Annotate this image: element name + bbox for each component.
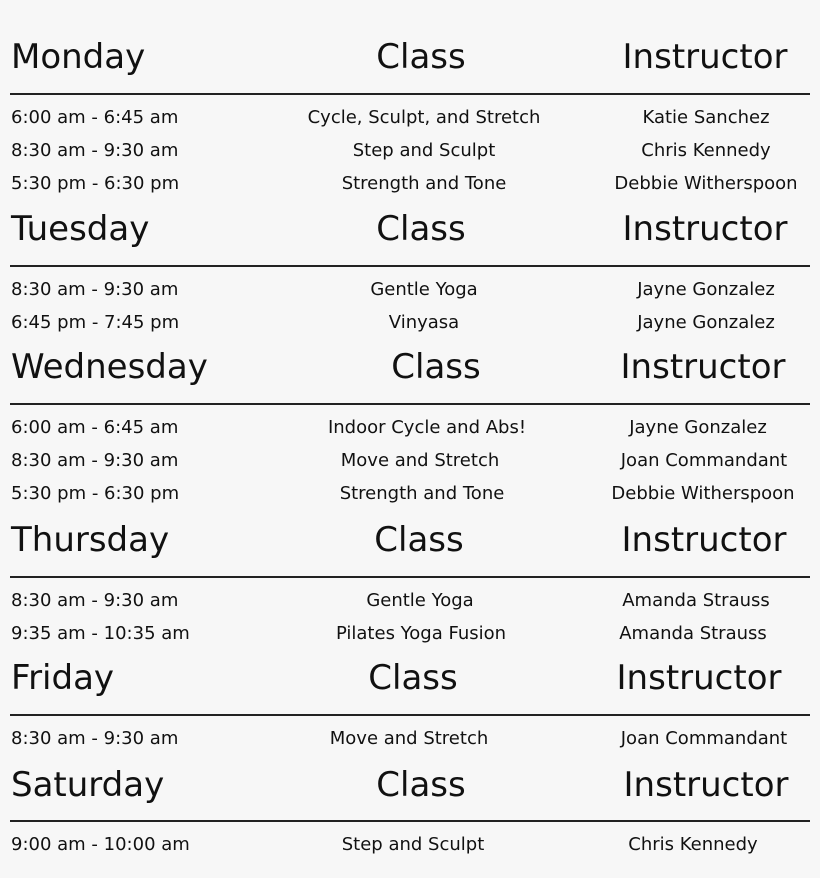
session-row — [0, 620, 820, 648]
session-class: Gentle Yoga — [370, 279, 478, 300]
class-column-header: Class — [376, 37, 466, 77]
divider — [10, 93, 810, 95]
session-row — [0, 170, 820, 198]
class-column-header: Class — [368, 658, 458, 698]
session-instructor: Joan Commandant — [620, 728, 788, 749]
session-time: 8:30 am - 9:30 am — [11, 450, 179, 471]
session-time: 5:30 pm - 6:30 pm — [11, 173, 180, 194]
day-block-wednesday — [0, 345, 820, 504]
session-class: Vinyasa — [388, 312, 460, 333]
instructor-column-header: Instructor — [621, 520, 787, 560]
instructor-column-header: Instructor — [622, 37, 788, 77]
session-class: Strength and Tone — [339, 483, 505, 504]
divider — [10, 820, 810, 822]
day-title: Monday — [11, 37, 146, 77]
day-title: Friday — [11, 658, 115, 698]
day-header — [0, 656, 820, 700]
session-time: 6:00 am - 6:45 am — [11, 107, 179, 128]
session-class: Step and Sculpt — [352, 140, 496, 161]
class-column-header: Class — [374, 520, 464, 560]
session-instructor: Jayne Gonzalez — [637, 279, 775, 300]
session-instructor: Katie Sanchez — [642, 107, 770, 128]
session-row — [0, 104, 820, 132]
day-header — [0, 35, 820, 79]
class-column-header: Class — [376, 209, 466, 249]
session-row — [0, 725, 820, 753]
session-row — [0, 414, 820, 442]
session-row — [0, 447, 820, 475]
session-row — [0, 587, 820, 615]
session-instructor: Jayne Gonzalez — [637, 312, 775, 333]
session-instructor: Amanda Strauss — [622, 590, 770, 611]
day-header — [0, 207, 820, 251]
session-time: 9:00 am - 10:00 am — [11, 834, 190, 855]
day-block-saturday — [0, 763, 820, 855]
day-block-monday — [0, 35, 820, 194]
instructor-column-header: Instructor — [622, 209, 788, 249]
day-title: Tuesday — [11, 209, 150, 249]
class-column-header: Class — [391, 347, 481, 387]
day-title: Wednesday — [11, 347, 208, 387]
session-time: 9:35 am - 10:35 am — [11, 623, 190, 644]
day-title: Thursday — [11, 520, 170, 560]
day-block-thursday — [0, 518, 820, 644]
day-block-tuesday — [0, 207, 820, 333]
session-instructor: Chris Kennedy — [641, 140, 771, 161]
class-column-header: Class — [376, 765, 466, 805]
session-instructor: Debbie Witherspoon — [611, 483, 795, 504]
session-row — [0, 137, 820, 165]
day-header — [0, 763, 820, 807]
session-instructor: Amanda Strauss — [619, 623, 767, 644]
session-time: 8:30 am - 9:30 am — [11, 728, 179, 749]
session-class: Cycle, Sculpt, and Stretch — [307, 107, 541, 128]
session-time: 6:45 pm - 7:45 pm — [11, 312, 180, 333]
session-time: 8:30 am - 9:30 am — [11, 140, 179, 161]
divider — [10, 714, 810, 716]
day-block-friday — [0, 656, 820, 749]
session-time: 6:00 am - 6:45 am — [11, 417, 179, 438]
session-class: Strength and Tone — [341, 173, 507, 194]
session-row — [0, 480, 820, 508]
day-title: Saturday — [11, 765, 165, 805]
divider — [10, 265, 810, 267]
session-row — [0, 309, 820, 337]
divider — [10, 576, 810, 578]
session-row — [0, 831, 820, 859]
session-row — [0, 276, 820, 304]
session-class: Step and Sculpt — [341, 834, 485, 855]
session-class: Gentle Yoga — [366, 590, 474, 611]
instructor-column-header: Instructor — [623, 765, 789, 805]
session-class: Move and Stretch — [329, 728, 489, 749]
divider — [10, 403, 810, 405]
session-class: Pilates Yoga Fusion — [335, 623, 507, 644]
day-header — [0, 345, 820, 389]
day-header — [0, 518, 820, 562]
session-time: 5:30 pm - 6:30 pm — [11, 483, 180, 504]
session-class: Move and Stretch — [340, 450, 500, 471]
instructor-column-header: Instructor — [620, 347, 786, 387]
session-time: 8:30 am - 9:30 am — [11, 590, 179, 611]
session-instructor: Debbie Witherspoon — [614, 173, 798, 194]
session-instructor: Joan Commandant — [620, 450, 788, 471]
instructor-column-header: Instructor — [616, 658, 782, 698]
session-time: 8:30 am - 9:30 am — [11, 279, 179, 300]
session-class: Indoor Cycle and Abs! — [327, 417, 527, 438]
session-instructor: Jayne Gonzalez — [629, 417, 767, 438]
session-instructor: Chris Kennedy — [628, 834, 758, 855]
